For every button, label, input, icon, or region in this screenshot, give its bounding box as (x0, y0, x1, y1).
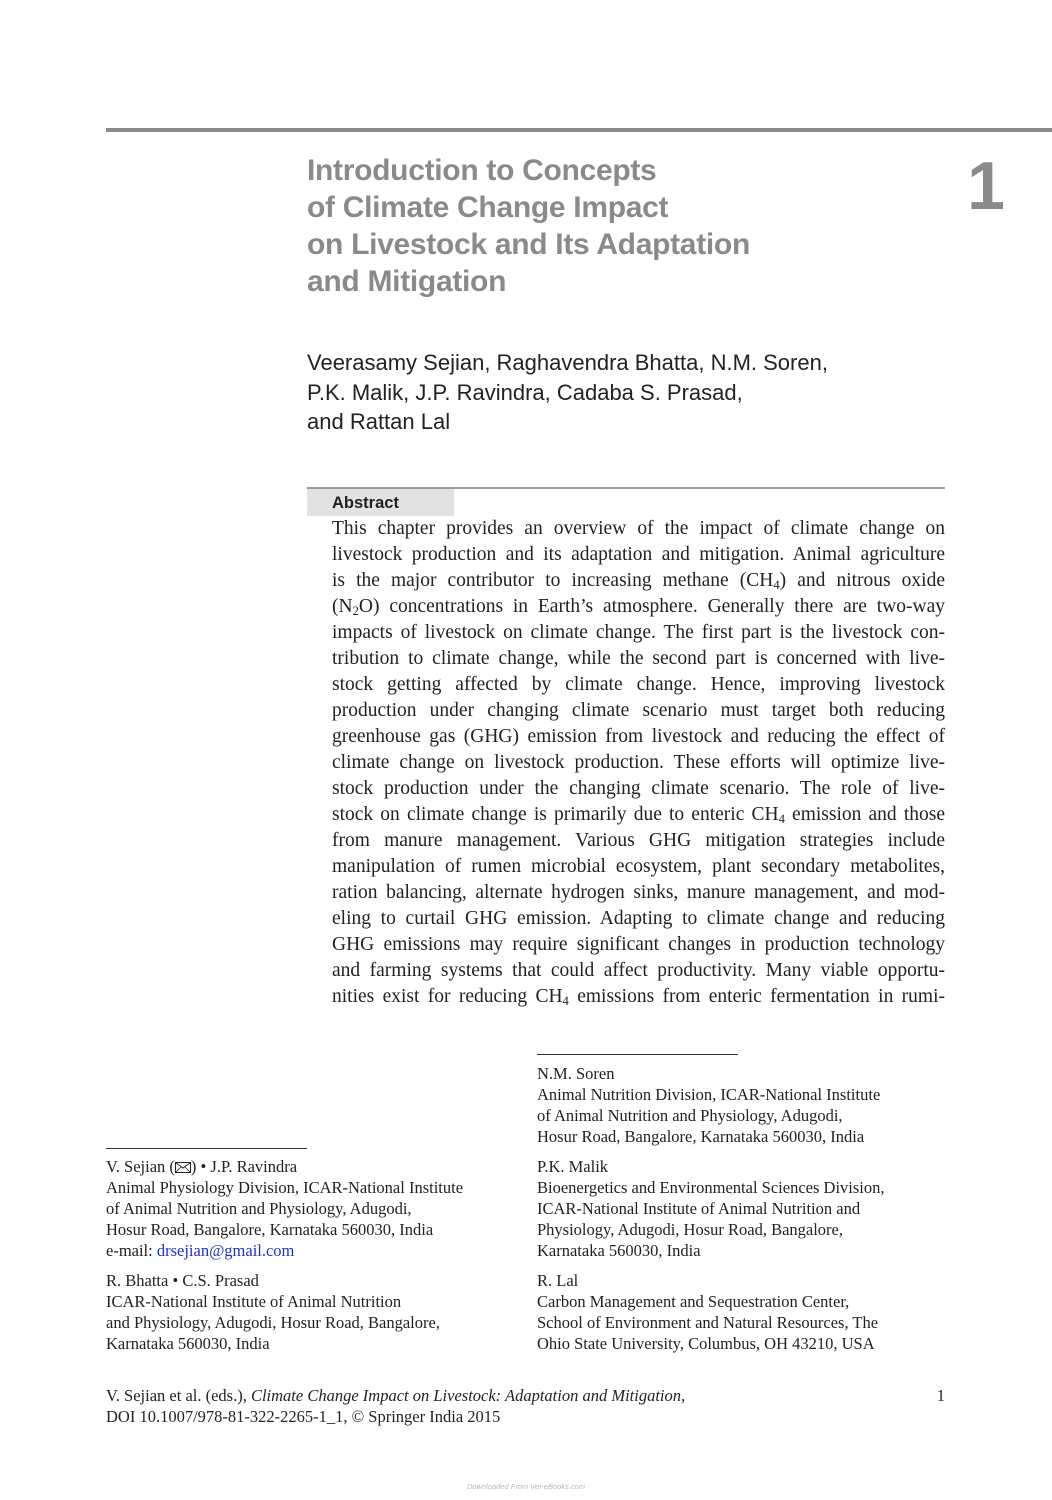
abstract-text: emission and those (784, 804, 945, 825)
affiliation-line: Animal Nutrition Division, ICAR-National Institute (537, 1085, 881, 1104)
citation-book-title: Climate Change Impact on Livestock: Adaptation and Mitigation (250, 1386, 681, 1405)
abstract-text: ration balancing, alternate hydrogen sinks, manure management, and mod- (332, 882, 945, 903)
affiliation-line: Karnataka 560030, India (537, 1241, 701, 1260)
subscript: 4 (773, 578, 780, 593)
affiliation-soren (537, 1063, 880, 1147)
abstract-line (332, 698, 945, 724)
abstract-text: impacts of livestock on climate change. The first part is the livestock con- (332, 622, 945, 643)
email-line (106, 1240, 463, 1261)
affiliation-line: School of Environment and Natural Resources, The (537, 1313, 879, 1332)
envelope-icon (175, 1162, 191, 1173)
affiliation-line: Ohio State University, Columbus, OH 43210, USA (537, 1334, 875, 1353)
affiliation-line: Hosur Road, Bangalore, Karnataka 560030, India (537, 1127, 865, 1146)
affiliation-line: Hosur Road, Bangalore, Karnataka 560030, India (106, 1220, 434, 1239)
abstract-line (332, 620, 945, 646)
subscript: 4 (562, 994, 569, 1009)
abstract-text: stock getting affected by climate change. Hence, improving livestock (332, 674, 945, 695)
abstract-line (332, 672, 945, 698)
chapter-title-line: and Mitigation (307, 265, 507, 298)
abstract-text: This chapter provides an overview of the impact of climate change on (332, 518, 945, 539)
abstract-line (332, 828, 945, 854)
email-label: e-mail: (106, 1241, 157, 1260)
affiliation-sejian-ravindra (106, 1156, 463, 1261)
citation-line (106, 1385, 946, 1406)
affiliation-head: N.M. Soren (537, 1064, 615, 1083)
abstract-text: tribution to climate change, while the second part is concerned with live- (332, 648, 945, 669)
footnote-rule-right (537, 1054, 738, 1055)
affiliation-line: of Animal Nutrition and Physiology, Adugodi, (537, 1106, 843, 1125)
affiliation-head: P.K. Malik (537, 1157, 609, 1176)
affiliation-bhatta-prasad (106, 1270, 440, 1354)
affiliation-head-pre: V. Sejian ( (106, 1157, 175, 1176)
abstract-line (332, 542, 945, 568)
abstract-text: eling to curtail GHG emission. Adapting to climate change and reducing (332, 908, 945, 929)
footnote-rule-left (106, 1148, 307, 1149)
abstract-line (332, 724, 945, 750)
abstract-line (332, 776, 945, 802)
abstract-text: emissions from enteric fermentation in rumi- (568, 986, 945, 1007)
abstract-line (332, 516, 945, 542)
abstract-line (332, 958, 945, 984)
abstract-text: nities exist for reducing CH (332, 986, 563, 1007)
citation-doi: DOI 10.1007/978-81-322-2265-1_1, © Springer India 2015 (106, 1407, 501, 1426)
abstract-text: (N (332, 596, 353, 617)
affiliation-line: Karnataka 560030, India (106, 1334, 270, 1353)
author-line: and Rattan Lal (307, 409, 451, 434)
abstract-body (332, 516, 945, 1010)
subscript: 2 (352, 604, 359, 619)
subscript: 4 (778, 812, 785, 827)
author-list (307, 348, 907, 437)
affiliation-malik (537, 1156, 885, 1261)
chapter-title-line: Introduction to Concepts (307, 154, 657, 187)
affiliation-line: Carbon Management and Sequestration Center, (537, 1292, 850, 1311)
affiliation-head (106, 1156, 463, 1177)
chapter-title-line: on Livestock and Its Adaptation (307, 228, 750, 261)
abstract-line (332, 932, 945, 958)
citation-comma: , (681, 1386, 686, 1405)
abstract-line (332, 594, 945, 620)
abstract-text: ) and nitrous oxide (779, 570, 945, 591)
citation-editors: V. Sejian et al. (eds.), (106, 1386, 251, 1405)
affiliation-line: of Animal Nutrition and Physiology, Adugodi, (106, 1199, 412, 1218)
abstract-line (332, 854, 945, 880)
author-line: P.K. Malik, J.P. Ravindra, Cadaba S. Prasad, (307, 379, 743, 405)
affiliation-line: Bioenergetics and Environmental Sciences Division, (537, 1178, 885, 1197)
affiliation-line: ICAR-National Institute of Animal Nutrition and (537, 1199, 861, 1218)
abstract-text: O) concentrations in Earth’s atmosphere. Generally there are two-way (358, 596, 945, 617)
affiliation-head: R. Bhatta • C.S. Prasad (106, 1271, 259, 1290)
abstract-line (332, 802, 945, 828)
abstract-line (332, 906, 945, 932)
affiliation-line: and Physiology, Adugodi, Hosur Road, Bangalore, (106, 1313, 440, 1332)
abstract-text: and farming systems that could affect productivity. Many viable opportu- (332, 960, 945, 981)
abstract-text: stock on climate change is primarily due to enteric CH (332, 804, 779, 825)
abstract-text: from manure management. Various GHG mitigation strategies include (332, 830, 945, 851)
abstract-line (332, 646, 945, 672)
abstract-text: climate change on livestock production. These efforts will optimize live- (332, 752, 945, 773)
top-rule (106, 128, 1052, 132)
affiliation-lal (537, 1270, 878, 1354)
abstract-text: production under changing climate scenario must target both reducing (332, 700, 945, 721)
chapter-number: 1 (967, 148, 1005, 224)
email-link[interactable]: drsejian@gmail.com (156, 1241, 295, 1260)
abstract-text: livestock production and its adaptation and mitigation. Animal agriculture (332, 544, 945, 565)
abstract-line (332, 880, 945, 906)
author-line: Veerasamy Sejian, Raghavendra Bhatta, N.M. Soren, (307, 350, 828, 375)
affiliation-line: Animal Physiology Division, ICAR-National Institute (106, 1178, 464, 1197)
affiliation-head-post: ) • J.P. Ravindra (190, 1157, 298, 1176)
affiliation-line: Physiology, Adugodi, Hosur Road, Bangalore, (537, 1220, 843, 1239)
abstract-text: GHG emissions may require significant changes in production technology (332, 934, 945, 955)
affiliation-line: ICAR-National Institute of Animal Nutrition (106, 1292, 402, 1311)
page-number: 1 (936, 1386, 945, 1405)
watermark: Downloaded From Vet-eBooks.com (466, 1482, 586, 1491)
abstract-text: greenhouse gas (GHG) emission from livestock and reducing the effect of (332, 726, 945, 747)
abstract-line (332, 984, 945, 1010)
chapter-title (307, 152, 867, 300)
abstract-text: is the major contributor to increasing methane (CH (332, 570, 774, 591)
affiliation-head: R. Lal (537, 1271, 579, 1290)
citation-footer (106, 1385, 946, 1427)
abstract-text: stock production under the changing climate scenario. The role of live- (332, 778, 945, 799)
chapter-title-line: of Climate Change Impact (307, 191, 669, 224)
abstract-label: Abstract (307, 489, 454, 516)
abstract-line (332, 750, 945, 776)
abstract-line (332, 568, 945, 594)
abstract-text: manipulation of rumen microbial ecosystem, plant secondary metabolites, (332, 856, 945, 877)
